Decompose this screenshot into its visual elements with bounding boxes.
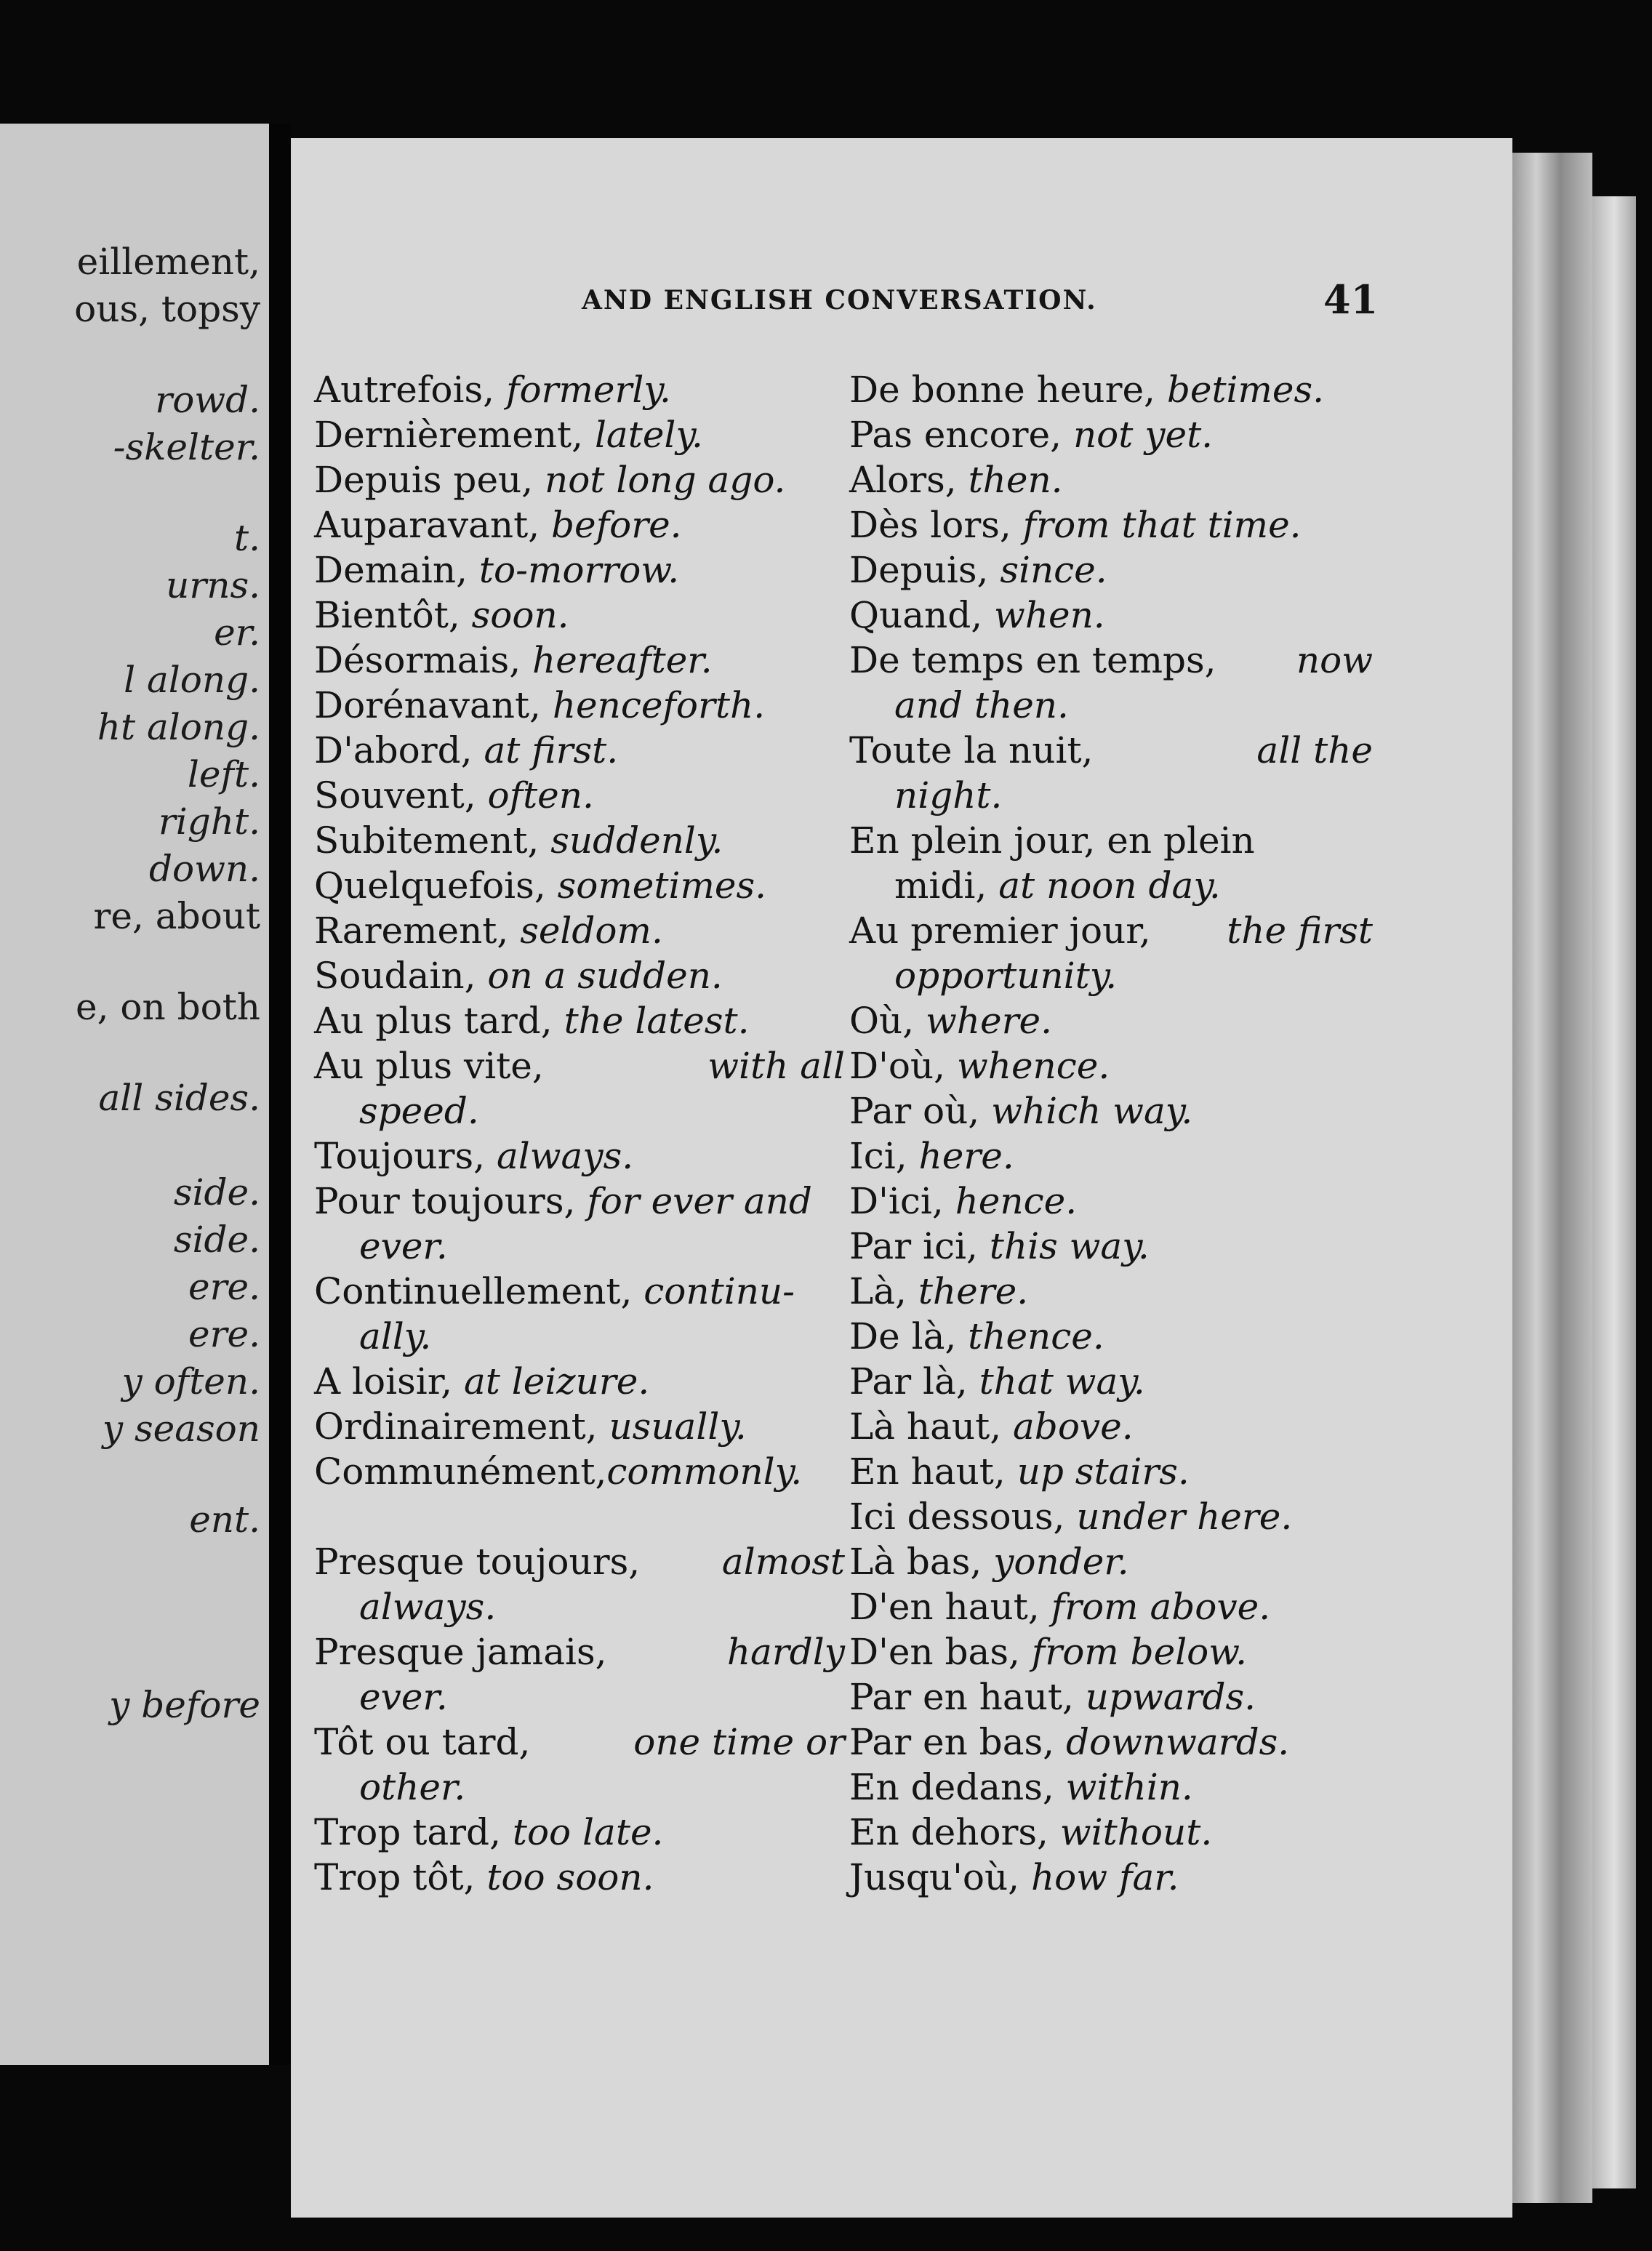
facing-page-text: side. xyxy=(173,1219,260,1261)
facing-page-text: all sides. xyxy=(98,1077,260,1119)
french-term: Depuis peu, xyxy=(314,459,545,501)
english-translation: not long ago. xyxy=(545,459,786,501)
vocabulary-entry xyxy=(849,367,1373,412)
facing-page-text: t. xyxy=(234,517,260,559)
english-translation: which way. xyxy=(991,1090,1193,1132)
french-term: Toujours, xyxy=(314,1135,497,1177)
french-term: Jusqu'où, xyxy=(849,1856,1031,1898)
vocabulary-entry xyxy=(849,1404,1373,1449)
vocabulary-entry xyxy=(314,1404,845,1449)
vocabulary-entry xyxy=(314,728,845,773)
facing-page-text: left. xyxy=(187,753,260,795)
french-term: Dernièrement, xyxy=(314,414,595,456)
french-term: En dehors, xyxy=(849,1811,1060,1853)
vocabulary-entry xyxy=(314,1179,845,1224)
vocabulary-entry xyxy=(314,1224,845,1269)
facing-page-text: l along. xyxy=(124,659,260,701)
english-translation: to-morrow. xyxy=(478,549,680,591)
french-term: Pas encore, xyxy=(849,414,1073,456)
english-translation: thence. xyxy=(968,1315,1104,1357)
french-term: Là, xyxy=(849,1270,918,1312)
english-translation: from that time. xyxy=(1022,504,1302,546)
facing-page-text: side. xyxy=(173,1171,260,1213)
english-translation: always. xyxy=(359,1586,497,1628)
french-term: D'en bas, xyxy=(849,1631,1032,1673)
vocabulary-entry xyxy=(849,683,1373,728)
french-term: Depuis, xyxy=(849,549,1001,591)
vocabulary-entry xyxy=(849,638,1373,683)
french-term: Là haut, xyxy=(849,1405,1013,1448)
vocabulary-entry xyxy=(849,998,1373,1043)
french-term: Toute la nuit, xyxy=(849,729,1094,771)
vocabulary-entry xyxy=(314,1043,845,1088)
page-edge-outer xyxy=(1592,196,1636,2188)
facing-page-text: re, about xyxy=(93,895,260,937)
vocabulary-entry xyxy=(849,908,1373,953)
french-term: D'abord, xyxy=(314,729,484,771)
page-edge xyxy=(1512,153,1592,2203)
vocabulary-entry xyxy=(849,773,1373,818)
english-translation: with all xyxy=(707,1045,845,1087)
vocabulary-entry xyxy=(849,1584,1373,1629)
french-term: Souvent, xyxy=(314,774,488,816)
french-term: Par en haut, xyxy=(849,1676,1086,1718)
vocabulary-entry xyxy=(849,1810,1373,1855)
vocabulary-entry xyxy=(849,457,1373,502)
french-term: Communément, xyxy=(314,1450,607,1493)
french-term: Par là, xyxy=(849,1360,979,1403)
french-term: Là bas, xyxy=(849,1541,994,1583)
french-term: Auparavant, xyxy=(314,504,551,546)
french-term: Au premier jour, xyxy=(849,910,1151,952)
facing-page-text: ere. xyxy=(188,1313,260,1355)
vocabulary-entry xyxy=(849,863,1373,908)
english-translation: since. xyxy=(1000,549,1107,591)
vocabulary-entry xyxy=(314,593,845,638)
vocabulary-entry xyxy=(314,1855,845,1900)
french-term: Autrefois, xyxy=(314,369,506,411)
book-gutter xyxy=(269,124,291,2065)
english-translation: ever. xyxy=(359,1676,448,1718)
english-translation: this way. xyxy=(989,1225,1150,1267)
english-translation: there. xyxy=(918,1270,1029,1312)
english-translation: commonly. xyxy=(606,1450,803,1493)
english-translation: not yet. xyxy=(1072,414,1214,456)
english-translation: too late. xyxy=(512,1811,664,1853)
vocabulary-entry xyxy=(314,908,845,953)
facing-page-text: y often. xyxy=(121,1360,260,1403)
english-translation: all the xyxy=(1256,729,1373,771)
vocabulary-entry xyxy=(314,818,845,863)
french-term: Quelquefois, xyxy=(314,864,558,907)
english-translation: betimes. xyxy=(1166,369,1325,411)
vocabulary-entry xyxy=(849,1088,1373,1133)
vocabulary-entry xyxy=(849,1674,1373,1720)
english-translation: up stairs. xyxy=(1017,1450,1190,1493)
french-term: Pour toujours, xyxy=(314,1180,588,1222)
facing-page-text: y season xyxy=(102,1408,260,1450)
facing-page-text: urns. xyxy=(166,564,260,606)
english-translation: ally. xyxy=(359,1315,432,1357)
facing-page-text: er. xyxy=(214,611,260,654)
french-term: En dedans, xyxy=(849,1766,1066,1808)
vocabulary-entry xyxy=(314,1539,845,1584)
english-translation: at first. xyxy=(484,729,619,771)
vocabulary-entry xyxy=(314,457,845,502)
vocabulary-entry xyxy=(314,547,845,593)
english-translation: suddenly. xyxy=(550,819,723,862)
english-translation: one time or xyxy=(633,1721,845,1763)
french-term: Dorénavant, xyxy=(314,684,553,726)
french-term: Ordinairement, xyxy=(314,1405,609,1448)
vocabulary-entry xyxy=(314,863,845,908)
facing-page-fragment xyxy=(0,124,269,2065)
english-translation: without. xyxy=(1059,1811,1213,1853)
english-translation: within. xyxy=(1065,1766,1193,1808)
french-term: En plein jour, en plein xyxy=(849,819,1255,862)
vocabulary-entry xyxy=(314,1584,845,1629)
english-translation: soon. xyxy=(471,594,569,636)
french-term: Où, xyxy=(849,1000,926,1042)
vocabulary-column-left xyxy=(314,367,845,1900)
french-term: Presque toujours, xyxy=(314,1541,641,1583)
vocabulary-entry xyxy=(314,367,845,412)
facing-page-text: eillement, xyxy=(76,241,260,283)
french-term: De bonne heure, xyxy=(849,369,1167,411)
facing-page-text: down. xyxy=(148,848,260,890)
vocabulary-entry xyxy=(849,818,1373,863)
vocabulary-entry xyxy=(849,1494,1373,1539)
english-translation: for ever and xyxy=(587,1180,812,1222)
vocabulary-entry xyxy=(849,1269,1373,1314)
english-translation: yonder. xyxy=(993,1541,1129,1583)
vocabulary-entry xyxy=(314,1359,845,1404)
french-term: Ici dessous, xyxy=(849,1496,1077,1538)
english-translation: hardly xyxy=(726,1631,845,1673)
french-term: Subitement, xyxy=(314,819,551,862)
english-translation: opportunity. xyxy=(894,955,1118,997)
french-term: Demain, xyxy=(314,549,479,591)
french-term: Par en bas, xyxy=(849,1721,1066,1763)
english-translation: here. xyxy=(918,1135,1014,1177)
english-translation: usually. xyxy=(609,1405,747,1448)
vocabulary-entry xyxy=(314,1765,845,1810)
facing-page-text: ht along. xyxy=(97,706,260,748)
vocabulary-entry xyxy=(314,1269,845,1314)
vocabulary-entry xyxy=(314,502,845,547)
english-translation: from below. xyxy=(1031,1631,1248,1673)
vocabulary-entry xyxy=(849,1359,1373,1404)
vocabulary-entry xyxy=(849,1765,1373,1810)
vocabulary-entry xyxy=(314,1133,845,1179)
english-translation: speed. xyxy=(359,1090,479,1132)
french-term: Presque jamais, xyxy=(314,1631,607,1673)
english-translation: sometimes. xyxy=(557,864,767,907)
english-translation: often. xyxy=(487,774,594,816)
english-translation: the latest. xyxy=(564,1000,750,1042)
english-translation: hereafter. xyxy=(532,639,713,681)
french-term: A loisir, xyxy=(314,1360,464,1403)
french-term: midi, xyxy=(894,864,999,907)
vocabulary-entry xyxy=(314,1720,845,1765)
french-term: Au plus vite, xyxy=(314,1045,544,1087)
english-translation: before. xyxy=(550,504,682,546)
english-translation: on a sudden. xyxy=(487,955,723,997)
vocabulary-entry xyxy=(314,683,845,728)
vocabulary-entry xyxy=(314,1810,845,1855)
vocabulary-entry xyxy=(314,638,845,683)
vocabulary-entry xyxy=(849,547,1373,593)
english-translation: whence. xyxy=(956,1045,1110,1087)
facing-page-text: y before xyxy=(109,1684,260,1726)
english-translation: formerly. xyxy=(505,369,671,411)
facing-page-text: right. xyxy=(158,801,260,843)
french-term: Soudain, xyxy=(314,955,488,997)
english-translation: when. xyxy=(994,594,1105,636)
english-translation: now xyxy=(1296,639,1373,681)
facing-page-text: rowd. xyxy=(155,379,260,421)
vocabulary-entry xyxy=(849,1133,1373,1179)
vocabulary-entry xyxy=(849,728,1373,773)
vocabulary-entry xyxy=(849,593,1373,638)
english-translation: from above. xyxy=(1051,1586,1271,1628)
english-translation: and then. xyxy=(894,684,1069,726)
facing-page-text: e, on both xyxy=(76,986,260,1028)
english-translation: seldom. xyxy=(520,910,663,952)
english-translation: then. xyxy=(968,459,1063,501)
english-translation: night. xyxy=(894,774,1003,816)
vocabulary-entry xyxy=(849,1720,1373,1765)
english-translation: always. xyxy=(496,1135,634,1177)
french-term: Tôt ou tard, xyxy=(314,1721,531,1763)
french-term: D'ici, xyxy=(849,1180,955,1222)
english-translation: too soon. xyxy=(486,1856,654,1898)
vocabulary-entry xyxy=(849,1449,1373,1494)
french-term: Trop tôt, xyxy=(314,1856,487,1898)
facing-page-text: ent. xyxy=(189,1498,260,1541)
french-term: Désormais, xyxy=(314,639,532,681)
english-translation: other. xyxy=(359,1766,466,1808)
vocabulary-entry xyxy=(849,502,1373,547)
french-term: Bientôt, xyxy=(314,594,472,636)
french-term: Par ici, xyxy=(849,1225,990,1267)
vocabulary-entry xyxy=(849,412,1373,457)
english-translation: under here. xyxy=(1076,1496,1293,1538)
vocabulary-entry xyxy=(849,1314,1373,1359)
french-term: Quand, xyxy=(849,594,994,636)
english-translation: henceforth. xyxy=(552,684,766,726)
french-term: Continuellement, xyxy=(314,1270,644,1312)
french-term: Par où, xyxy=(849,1090,992,1132)
vocabulary-entry xyxy=(849,953,1373,998)
vocabulary-entry xyxy=(849,1179,1373,1224)
english-translation: at leizure. xyxy=(463,1360,650,1403)
vocabulary-entry xyxy=(849,1629,1373,1674)
english-translation: that way. xyxy=(979,1360,1145,1403)
french-term: En haut, xyxy=(849,1450,1017,1493)
vocabulary-entry xyxy=(849,1539,1373,1584)
running-title: AND ENGLISH CONVERSATION. xyxy=(582,285,1097,316)
english-translation: ever. xyxy=(359,1225,448,1267)
french-term: De là, xyxy=(849,1315,969,1357)
english-translation: almost xyxy=(721,1541,845,1583)
french-term: Dès lors, xyxy=(849,504,1023,546)
english-translation: upwards. xyxy=(1085,1676,1256,1718)
english-translation: continu- xyxy=(643,1270,795,1312)
french-term: Au plus tard, xyxy=(314,1000,564,1042)
french-term: Trop tard, xyxy=(314,1811,513,1853)
english-translation: where. xyxy=(925,1000,1052,1042)
french-term: Ici, xyxy=(849,1135,919,1177)
french-term: D'en haut, xyxy=(849,1586,1051,1628)
vocabulary-entry xyxy=(849,1855,1373,1900)
english-translation: hence. xyxy=(955,1180,1078,1222)
page-number: 41 xyxy=(1323,276,1379,323)
vocabulary-entry xyxy=(314,1314,845,1359)
vocabulary-entry xyxy=(314,1674,845,1720)
vocabulary-entry xyxy=(849,1043,1373,1088)
french-term: D'où, xyxy=(849,1045,957,1087)
french-term: De temps en temps, xyxy=(849,639,1216,681)
french-term: Alors, xyxy=(849,459,969,501)
facing-page-text: ous, topsy xyxy=(74,288,260,330)
vocabulary-entry xyxy=(314,1088,845,1133)
vocabulary-column-right xyxy=(849,367,1373,1900)
english-translation: downwards. xyxy=(1065,1721,1290,1763)
vocabulary-entry xyxy=(314,1449,845,1494)
english-translation: how far. xyxy=(1030,1856,1179,1898)
vocabulary-entry xyxy=(314,773,845,818)
vocabulary-entry xyxy=(314,998,845,1043)
english-translation: lately. xyxy=(594,414,703,456)
facing-page-text: ere. xyxy=(188,1266,260,1308)
english-translation: at noon day. xyxy=(998,864,1221,907)
french-term: Rarement, xyxy=(314,910,521,952)
english-translation: above. xyxy=(1013,1405,1134,1448)
vocabulary-entry xyxy=(849,1224,1373,1269)
vocabulary-entry xyxy=(314,412,845,457)
english-translation: the first xyxy=(1227,910,1373,952)
vocabulary-entry xyxy=(314,1629,845,1674)
vocabulary-entry xyxy=(314,953,845,998)
facing-page-text: -skelter. xyxy=(113,426,260,468)
